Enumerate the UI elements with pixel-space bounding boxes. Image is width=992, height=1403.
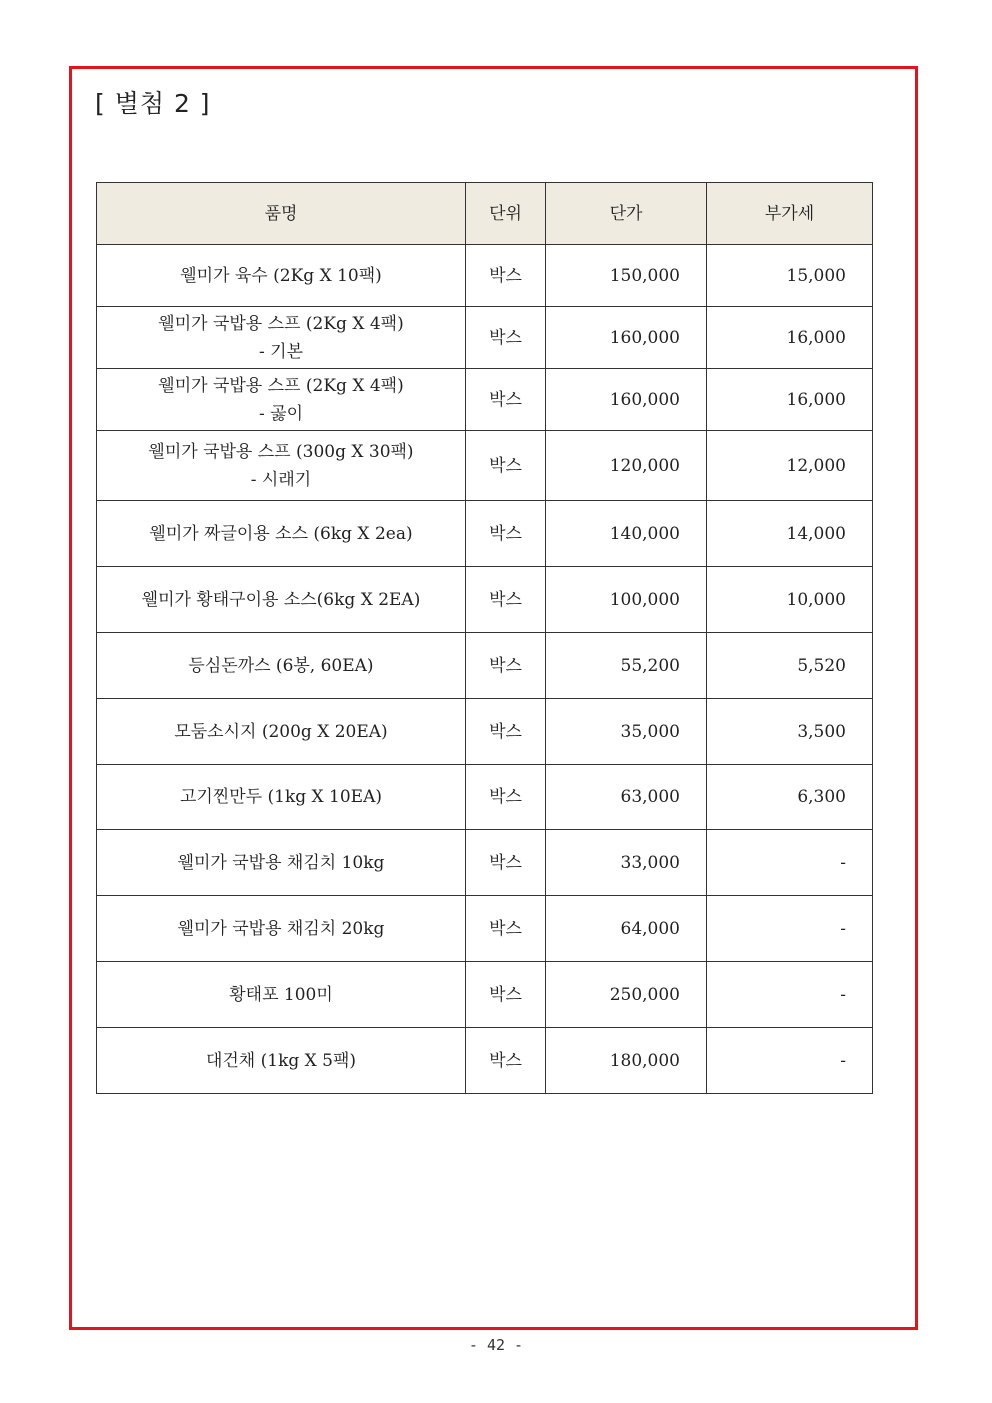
vat-cell: 16,000 bbox=[707, 369, 873, 431]
vat-cell: 6,300 bbox=[707, 765, 873, 830]
table-row bbox=[97, 501, 873, 567]
unit-cell: 박스 bbox=[466, 245, 546, 307]
unit-cell: 박스 bbox=[466, 567, 546, 633]
unit-price-cell: 160,000 bbox=[546, 369, 707, 431]
vat-cell: 15,000 bbox=[707, 245, 873, 307]
vat-cell: 3,500 bbox=[707, 699, 873, 765]
unit-price-cell: 35,000 bbox=[546, 699, 707, 765]
unit-price-cell: 64,000 bbox=[546, 896, 707, 962]
vat-cell: - bbox=[707, 962, 873, 1028]
unit-price-cell: 180,000 bbox=[546, 1028, 707, 1094]
item-name-cell: 웰미가 국밥용 스프 (300g X 30팩) - 시래기 bbox=[97, 431, 466, 501]
vat-cell: 5,520 bbox=[707, 633, 873, 699]
header-vat: 부가세 bbox=[707, 183, 873, 245]
item-name-cell: 황태포 100미 bbox=[97, 962, 466, 1028]
table-body bbox=[97, 245, 873, 1094]
vat-cell: - bbox=[707, 896, 873, 962]
unit-price-cell: 100,000 bbox=[546, 567, 707, 633]
unit-cell: 박스 bbox=[466, 633, 546, 699]
unit-cell: 박스 bbox=[466, 501, 546, 567]
item-name-cell: 웰미가 짜글이용 소스 (6kg X 2ea) bbox=[97, 501, 466, 567]
item-name-cell: 웰미가 국밥용 채김치 20kg bbox=[97, 896, 466, 962]
table-row bbox=[97, 369, 873, 431]
vat-cell: 10,000 bbox=[707, 567, 873, 633]
table-row bbox=[97, 962, 873, 1028]
header-item-name: 품명 bbox=[97, 183, 466, 245]
unit-cell: 박스 bbox=[466, 699, 546, 765]
unit-price-cell: 120,000 bbox=[546, 431, 707, 501]
unit-price-cell: 63,000 bbox=[546, 765, 707, 830]
unit-price-cell: 250,000 bbox=[546, 962, 707, 1028]
item-name-cell: 모둠소시지 (200g X 20EA) bbox=[97, 699, 466, 765]
unit-price-cell: 160,000 bbox=[546, 307, 707, 369]
unit-cell: 박스 bbox=[466, 1028, 546, 1094]
unit-cell: 박스 bbox=[466, 962, 546, 1028]
item-name-cell: 웰미가 국밥용 스프 (2Kg X 4팩) - 기본 bbox=[97, 307, 466, 369]
table-row bbox=[97, 699, 873, 765]
table-row bbox=[97, 830, 873, 896]
vat-cell: 12,000 bbox=[707, 431, 873, 501]
unit-cell: 박스 bbox=[466, 830, 546, 896]
vat-cell: - bbox=[707, 1028, 873, 1094]
unit-cell: 박스 bbox=[466, 765, 546, 830]
item-name-cell: 웰미가 국밥용 채김치 10kg bbox=[97, 830, 466, 896]
item-name-cell: 고기찐만두 (1kg X 10EA) bbox=[97, 765, 466, 830]
table-row bbox=[97, 245, 873, 307]
item-name-cell: 웰미가 국밥용 스프 (2Kg X 4팩) - 곯이 bbox=[97, 369, 466, 431]
item-name-cell: 등심돈까스 (6봉, 60EA) bbox=[97, 633, 466, 699]
unit-cell: 박스 bbox=[466, 896, 546, 962]
price-table bbox=[96, 182, 873, 1094]
item-name-cell: 웰미가 황태구이용 소스(6kg X 2EA) bbox=[97, 567, 466, 633]
table-row bbox=[97, 1028, 873, 1094]
header-unit-price: 단가 bbox=[546, 183, 707, 245]
table-header-row bbox=[97, 183, 873, 245]
table-row bbox=[97, 633, 873, 699]
header-unit: 단위 bbox=[466, 183, 546, 245]
table-row bbox=[97, 567, 873, 633]
page-number: - 42 - bbox=[468, 1336, 524, 1354]
attachment-heading: [ 별첨 2 ] bbox=[95, 89, 211, 118]
unit-cell: 박스 bbox=[466, 431, 546, 501]
table-row bbox=[97, 431, 873, 501]
vat-cell: - bbox=[707, 830, 873, 896]
table-row bbox=[97, 896, 873, 962]
unit-price-cell: 140,000 bbox=[546, 501, 707, 567]
table-row bbox=[97, 307, 873, 369]
item-name-cell: 웰미가 육수 (2Kg X 10팩) bbox=[97, 245, 466, 307]
item-name-cell: 대건채 (1kg X 5팩) bbox=[97, 1028, 466, 1094]
vat-cell: 14,000 bbox=[707, 501, 873, 567]
unit-price-cell: 55,200 bbox=[546, 633, 707, 699]
unit-price-cell: 150,000 bbox=[546, 245, 707, 307]
unit-price-cell: 33,000 bbox=[546, 830, 707, 896]
unit-cell: 박스 bbox=[466, 307, 546, 369]
table-row bbox=[97, 765, 873, 830]
unit-cell: 박스 bbox=[466, 369, 546, 431]
vat-cell: 16,000 bbox=[707, 307, 873, 369]
